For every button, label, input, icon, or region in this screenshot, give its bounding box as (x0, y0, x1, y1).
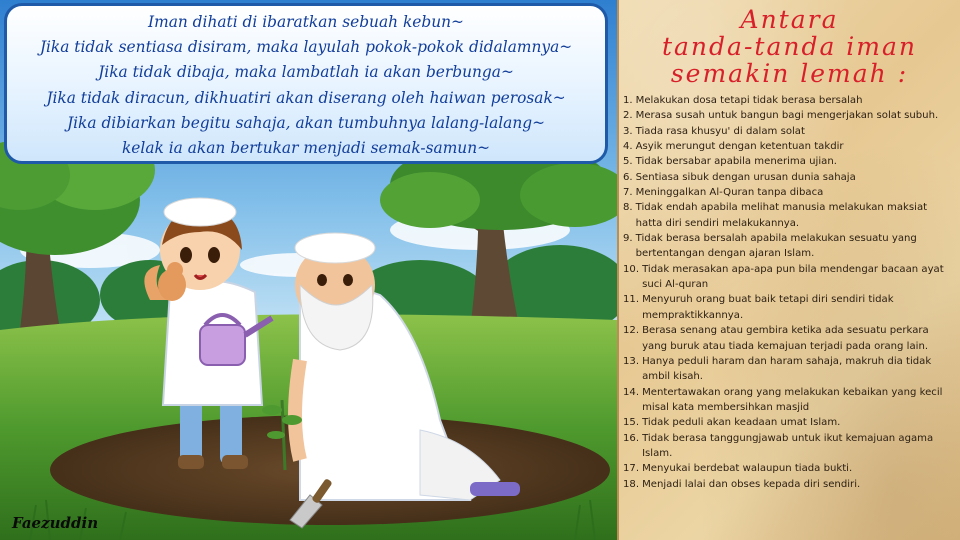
item-number: 6. (623, 171, 633, 183)
list-item (623, 292, 956, 323)
item-number: 14. (623, 386, 640, 398)
item-number: 3. (623, 125, 633, 137)
list-item (623, 170, 956, 185)
list-item (623, 415, 956, 430)
item-text: Tidak endah apabila melihat manusia melakukan maksiat hatta diri sendiri melakukannya. (635, 202, 928, 229)
poem-line: Jika tidak dibaja, maka lambatlah ia akan berbunga~ (98, 63, 514, 82)
item-text: Tidak peduli akan keadaan umat Islam. (642, 417, 841, 429)
poem-line: Jika dibiarkan begitu sahaja, akan tumbuhnya lalang-lalang~ (66, 113, 546, 132)
item-number: 11. (623, 294, 640, 306)
signs-panel (617, 0, 960, 540)
item-number: 16. (623, 432, 640, 444)
item-number: 15. (623, 417, 640, 429)
item-number: 10. (623, 263, 640, 275)
item-text: Asyik merungut dengan ketentuan takdir (635, 141, 844, 153)
poem-box (4, 3, 608, 164)
item-text: Tidak bersabar apabila menerima ujian. (635, 156, 837, 168)
list-item (623, 354, 956, 385)
artist-signature: Faezuddin (12, 514, 99, 532)
item-number: 18. (623, 478, 640, 490)
title-line: Antara (740, 5, 839, 34)
list-item (623, 262, 956, 293)
poem-line: kelak ia akan bertukar menjadi semak-samun~ (121, 139, 491, 158)
item-text: Meninggalkan Al-Quran tanpa dibaca (635, 187, 824, 199)
item-text: Sentiasa sibuk dengan urusan dunia sahaja (635, 171, 856, 183)
poem-line: Iman dihati di ibaratkan sebuah kebun~ (148, 13, 464, 31)
list-item (623, 185, 956, 200)
list-item (623, 385, 956, 416)
item-number: 9. (623, 233, 633, 245)
title-line: tanda-tanda iman (661, 32, 918, 61)
item-number: 2. (623, 110, 633, 122)
list-item (623, 139, 956, 154)
item-text: Tidak berasa tanggungjawab untuk ikut kemajuan agama Islam. (642, 432, 934, 459)
item-text: Hanya peduli haram dan haram sahaja, makruh dia tidak ambil kisah. (642, 355, 932, 383)
item-text: Tiada rasa khusyu' di dalam solat (635, 125, 805, 137)
list-item (623, 93, 956, 108)
item-text: Tidak merasakan apa-apa pun bila mendengar bacaan ayat suci Al-quran (642, 263, 944, 291)
item-text: Menyuruh orang buat baik tetapi diri sendiri tidak mempraktikkannya. (642, 294, 894, 321)
item-text: Berasa senang atau gembira ketika ada sesuatu perkara yang buruk atau tiada kemajuan terjadi pada orang lain. (642, 325, 929, 352)
poem-line: Jika tidak sentiasa disiram, maka layulah pokok-pokok didalamnya~ (39, 38, 573, 57)
item-number: 5. (623, 156, 633, 168)
panel-title (623, 6, 956, 87)
list-item (623, 154, 956, 169)
item-text: Tidak berasa bersalah apabila melakukan sesuatu yang bertentangan dengan ajaran Islam. (635, 233, 917, 260)
item-text: Mentertawakan orang yang melakukan kebaikan yang kecil misal kata membersihkan masjid (642, 386, 943, 413)
list-item (623, 431, 956, 462)
list-item (623, 323, 956, 354)
list-item (623, 477, 956, 492)
item-number: 17. (623, 463, 640, 475)
item-number: 13. (623, 355, 640, 367)
item-number: 8. (623, 202, 633, 214)
title-line: semakin lemah : (670, 59, 909, 88)
list-item (623, 461, 956, 476)
item-text: Merasa susah untuk bangun bagi mengerjakan solat subuh. (635, 110, 939, 122)
list-item (623, 231, 956, 262)
list-item (623, 108, 956, 123)
list-item (623, 200, 956, 231)
signs-list (623, 93, 956, 492)
item-text: Melakukan dosa tetapi tidak berasa bersalah (635, 95, 863, 106)
item-text: Menyukai berdebat walaupun tiada bukti. (642, 463, 853, 475)
item-number: 12. (623, 325, 640, 337)
item-text: Menjadi lalai dan obses kepada diri sendiri. (642, 478, 861, 490)
list-item (623, 124, 956, 139)
item-number: 4. (623, 141, 633, 153)
item-number: 1. (623, 95, 633, 106)
item-number: 7. (623, 187, 633, 199)
poem-line: Jika tidak diracun, dikhuatiri akan diserang oleh haiwan perosak~ (46, 88, 566, 107)
